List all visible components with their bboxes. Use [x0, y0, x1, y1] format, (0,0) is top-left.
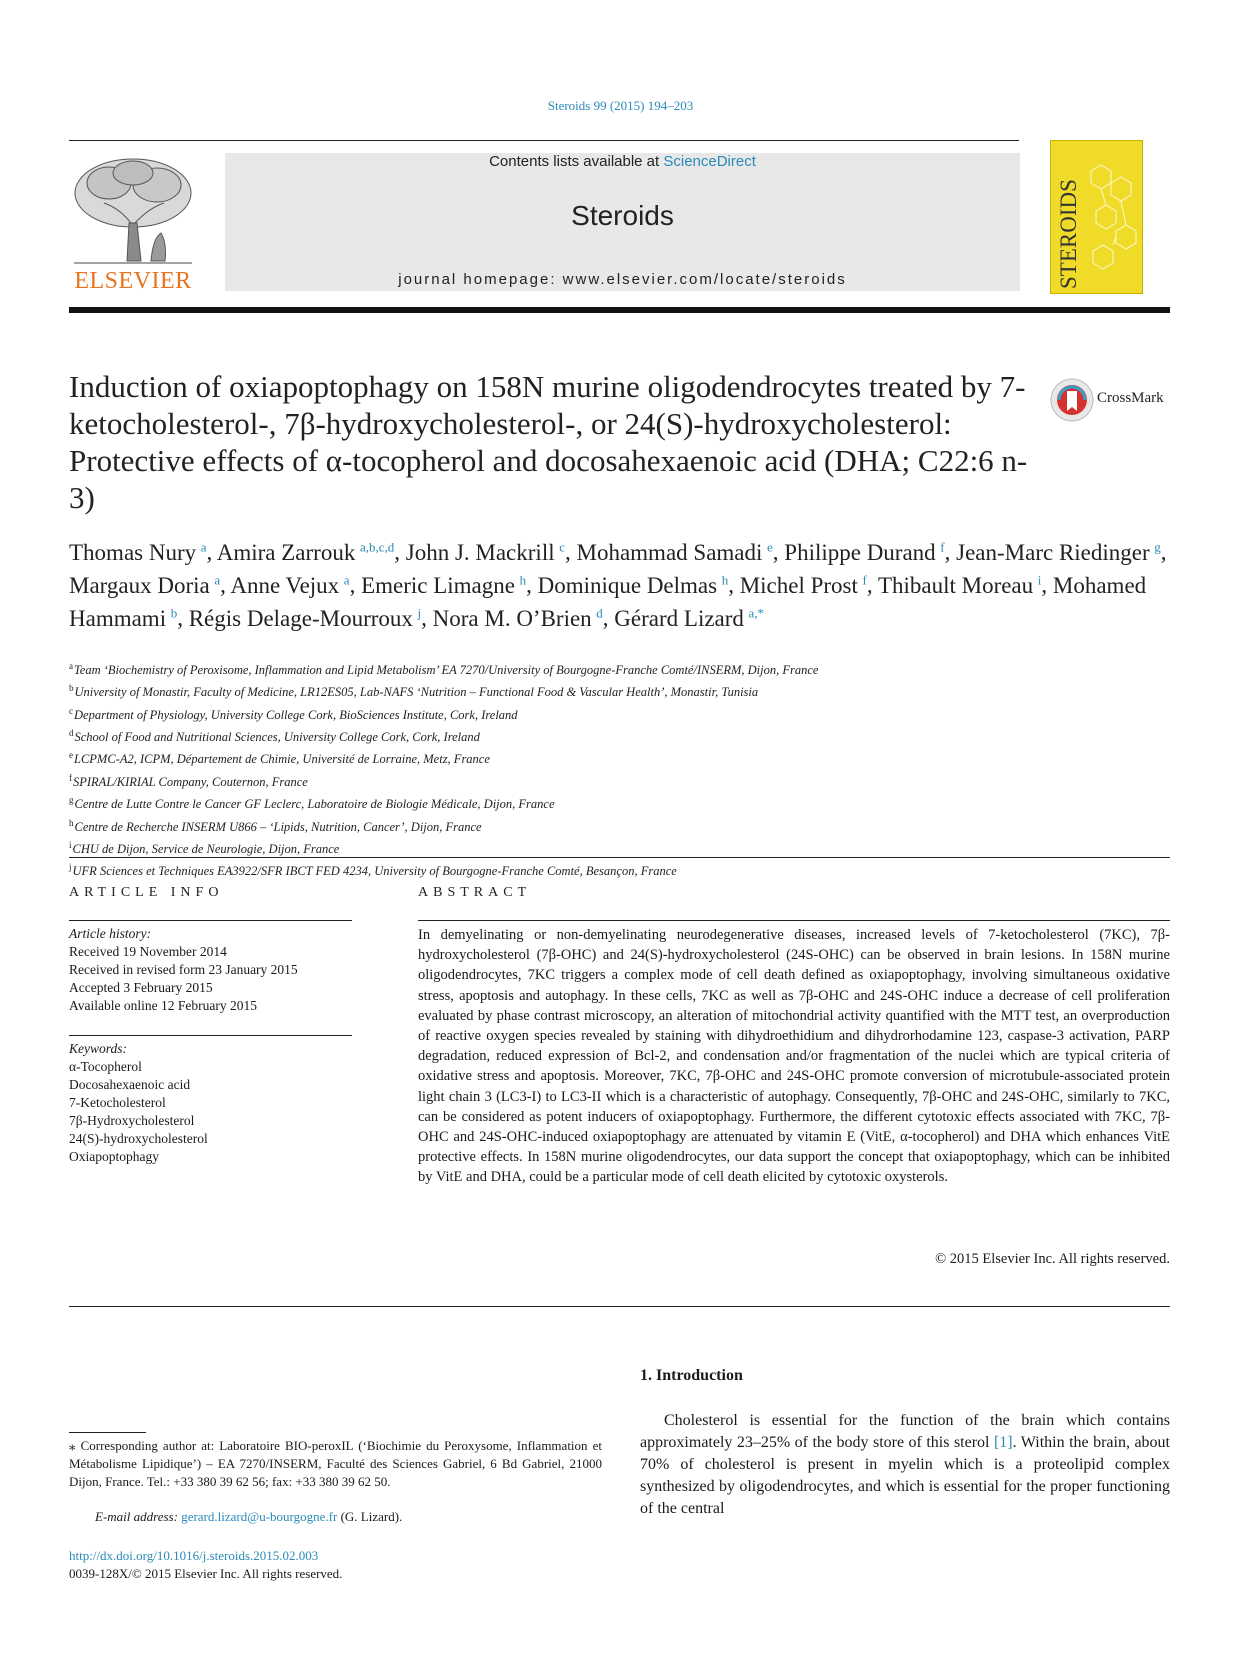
author: [433, 606, 603, 631]
author-name: Jean-Marc Riedinger: [956, 539, 1150, 565]
author-affiliation-marker[interactable]: i: [1037, 572, 1042, 588]
journal-cover[interactable]: [1050, 140, 1143, 294]
author: [878, 573, 1041, 598]
affiliation-text: LCPMC-A2, ICPM, Département de Chimie, Université de Lorraine, Metz, France: [74, 752, 490, 767]
affiliation-text: Team ‘Biochemistry of Peroxisome, Inflammation and Lipid Metabolism’ EA 7270/University of Bourgogne-Franche Comté/INSERM, Dijon, France: [74, 663, 819, 678]
contents-prefix: Contents lists available at: [489, 153, 664, 170]
crossmark-label: CrossMark: [1097, 390, 1164, 406]
keywords-label: Keywords:: [69, 1041, 127, 1056]
keyword-item: Docosahexaenoic acid: [69, 1077, 191, 1092]
author-name: Anne Vejux: [230, 572, 340, 598]
author-name: Margaux Doria: [69, 572, 210, 598]
journal-reference[interactable]: Steroids 99 (2015) 194–203: [547, 98, 694, 113]
author-name: Gérard Lizard: [614, 605, 744, 631]
affiliations-rule: [69, 857, 1170, 858]
affiliation-text: School of Food and Nutritional Sciences, University College Cork, Cork, Ireland: [74, 730, 480, 745]
author: [361, 573, 526, 598]
author-name: Mohamed Hammami: [69, 572, 1147, 631]
keywords-block: [69, 1040, 352, 1166]
author-affiliation-marker[interactable]: j: [417, 605, 422, 621]
affiliation-key: j: [69, 862, 72, 873]
author: [69, 573, 220, 598]
keyword-item: Oxiapoptophagy: [69, 1149, 159, 1164]
author-name: Philippe Durand: [784, 539, 936, 565]
affiliation-item: [69, 836, 1169, 858]
author-name: Michel Prost: [739, 572, 858, 598]
elsevier-logo[interactable]: [69, 153, 197, 293]
crossmark-badge[interactable]: [1050, 378, 1170, 422]
affiliation-key: d: [69, 728, 74, 739]
author: [538, 573, 729, 598]
author-affiliation-marker[interactable]: a: [343, 572, 350, 588]
author: [406, 540, 565, 565]
author-affiliation-marker[interactable]: g: [1154, 539, 1161, 554]
author-affiliation-marker[interactable]: h: [721, 572, 729, 588]
footnote-rule: [69, 1432, 146, 1433]
article-history: [69, 925, 352, 1015]
author-affiliation-marker[interactable]: c: [559, 539, 565, 554]
keyword-item: α-Tocopherol: [69, 1059, 142, 1074]
author: [189, 606, 421, 631]
sciencedirect-link[interactable]: ScienceDirect: [663, 153, 756, 170]
affiliation-key: h: [69, 817, 74, 828]
email-suffix: (G. Lizard).: [337, 1509, 403, 1524]
abstract-copyright: © 2015 Elsevier Inc. All rights reserved.: [935, 1251, 1170, 1267]
author-name: Mohammad Samadi: [576, 539, 763, 565]
issn-line: 0039-128X/© 2015 Elsevier Inc. All rights reserved.: [69, 1566, 343, 1581]
affiliation-text: University of Monastir, Faculty of Medicine, LR12ES05, Lab-NAFS ‘Nutrition – Functional Food & Vascular Health’, Monastir, Tunisia: [74, 685, 759, 700]
abstract-bottom-rule: [69, 1306, 1170, 1307]
author-affiliation-marker[interactable]: a: [214, 572, 221, 588]
email-label: E-mail address:: [95, 1509, 182, 1524]
author: [784, 540, 944, 565]
abstract-heading: ABSTRACT: [418, 885, 532, 900]
intro-text-part: Cholesterol is essential for the function of the brain which contains approximately 23–25% of the body store of this sterol: [640, 1412, 1170, 1451]
affiliation-item: [69, 679, 1169, 701]
affiliation-text: Centre de Lutte Contre le Cancer GF Leclerc, Laboratoire de Biologie Médicale, Dijon, France: [74, 797, 555, 812]
history-online: Available online 12 February 2015: [69, 998, 257, 1013]
affiliation-key: f: [69, 772, 72, 783]
affiliation-item: [69, 769, 1169, 791]
affiliation-text: Department of Physiology, University College Cork, BioSciences Institute, Cork, Ireland: [74, 707, 518, 722]
author-name: Emeric Limagne: [361, 572, 515, 598]
abstract-rule: [418, 920, 1170, 921]
header-thick-rule: [69, 307, 1170, 313]
author-affiliation-marker[interactable]: e: [767, 539, 773, 554]
elsevier-tree-icon: [69, 153, 197, 268]
affiliation-item: [69, 791, 1169, 813]
doi-link[interactable]: http://dx.doi.org/10.1016/j.steroids.2015.02.003: [69, 1548, 319, 1563]
author-affiliation-marker[interactable]: f: [940, 539, 945, 554]
affiliation-key: b: [69, 683, 74, 694]
affiliation-key: g: [69, 795, 74, 806]
author-affiliation-marker[interactable]: a,*: [748, 605, 765, 621]
affiliation-list: [69, 657, 1169, 881]
affiliation-text: UFR Sciences et Techniques EA3922/SFR IBCT FED 4234, University of Bourgogne-Franche Comté, Besançon, France: [72, 864, 677, 879]
keyword-item: 7β-Hydroxycholesterol: [69, 1113, 195, 1128]
author-name: Nora M. O’Brien: [432, 605, 592, 631]
intro-text-part: . Within the brain, about 70% of cholesterol is present in myelin which is a proteolipid complex synthesized by oligodendrocytes, and which is essential for the proper functioning of the central: [640, 1433, 1170, 1517]
keywords-rule: [69, 1035, 352, 1036]
author-affiliation-marker[interactable]: d: [596, 605, 603, 621]
journal-masthead: [225, 153, 1020, 291]
journal-name: Steroids: [571, 200, 674, 231]
affiliation-item: [69, 814, 1169, 836]
author-name: Thomas Nury: [69, 539, 197, 565]
author-name: John J. Mackrill: [405, 539, 555, 565]
abstract-text: In demyelinating or non-demyelinating neurodegenerative diseases, increased levels of 7-ketocholesterol (7KC), 7β-hydroxycholesterol (7β-OHC) and 24(S)-hydroxycholesterol (24S-OHC) can be observed in brain lesions. In 158N murine oligodendrocytes, 7KC triggers a complex mode of cell death defined as oxiapoptophagy, involving simultaneous oxidative stress, apoptosis and autophagy. In these cells, 7KC as well as 7β-OHC and 24S-OHC induce a decrease of cell proliferation evaluated by phase contrast microscopy, an alteration of mitochondrial activity quantified with the MTT test, an overproduction of reactive oxygen species revealed by staining with dihydroethidium and dihydrorhodamine 123, caspase-3 activation, PARP degradation, reduced expression of Bcl-2, and condensation and/or fragmentation of the nuclei which are typical criteria of oxidative stress and apoptosis. Moreover, 7KC, 7β-OHC and 24S-OHC promote conversion of microtubule-associated protein light chain 3 (LC3-I) to LC3-II which is a characteristic of autophagy. Consequently, 7β-OHC and 24S-OHC, similarly to 7KC, can be considered as potent inducers of oxiapoptophagy. Furthermore, the different cytotoxic effects associated with 7KC, 7β-OHC and 24S-OHC-induced oxiapoptophagy are attenuated by vitamin E (VitE, α-tocopherol) and DHA which enhances VitE protective effects. In 158N murine oligodendrocytes, our data support the concept that oxiapoptophagy, which can be inhibited by VitE and DHA, could be a particular mode of cell death elicited by cytotoxic oxysterols.: [418, 927, 1170, 1186]
contents-line: [225, 153, 1020, 170]
cover-title: STEROIDS: [1056, 179, 1081, 289]
affiliation-key: i: [69, 839, 72, 850]
journal-homepage[interactable]: journal homepage: www.elsevier.com/locate/steroids: [398, 271, 847, 288]
article-info-heading: ARTICLE INFO: [69, 885, 224, 900]
author-affiliation-marker[interactable]: a,b,c,d: [359, 539, 395, 554]
top-rule: [69, 140, 1019, 141]
author: [69, 540, 207, 565]
author-name: Dominique Delmas: [537, 572, 718, 598]
history-revised: Received in revised form 23 January 2015: [69, 962, 298, 977]
author-name: Thibault Moreau: [877, 572, 1034, 598]
email-line: [69, 1509, 602, 1525]
affiliation-item: [69, 702, 1169, 724]
affiliation-key: a: [69, 661, 73, 671]
affiliation-key: c: [69, 705, 73, 716]
author: [577, 540, 773, 565]
author-affiliation-marker[interactable]: a: [200, 539, 207, 554]
affiliation-item: [69, 858, 1169, 880]
history-accepted: Accepted 3 February 2015: [69, 980, 213, 995]
corresponding-author-footnote: ⁎ Corresponding author at: Laboratoire BIO-peroxIL (‘Biochimie du Peroxysome, Inflammation et Métabolisme Lipidique’) – EA 7270/INSERM, Faculté des Sciences Gabriel, 6 Bd Gabriel, 21000 Dijon, France. Tel.: +33 380 39 62 56; fax: +33 380 39 62 50.: [69, 1438, 602, 1489]
crossmark-icon: [1050, 378, 1094, 422]
author: [230, 573, 349, 598]
introduction-text: [640, 1410, 1170, 1520]
author-name: Régis Delage-Mourroux: [188, 605, 413, 631]
publisher-wordmark: ELSEVIER: [74, 268, 192, 294]
author-affiliation-marker[interactable]: h: [519, 572, 527, 588]
affiliation-text: CHU de Dijon, Service de Neurologie, Dijon, France: [72, 842, 340, 857]
author-affiliation-marker[interactable]: b: [170, 605, 178, 621]
author: [614, 606, 764, 631]
affiliation-text: Centre de Recherche INSERM U866 – ‘Lipids, Nutrition, Cancer’, Dijon, France: [74, 819, 482, 834]
introduction-heading: 1. Introduction: [640, 1367, 743, 1384]
affiliation-item: [69, 724, 1169, 746]
history-received: Received 19 November 2014: [69, 944, 227, 959]
keyword-item: 24(S)-hydroxycholesterol: [69, 1131, 208, 1146]
history-label: Article history:: [69, 926, 152, 941]
author-affiliation-marker[interactable]: f: [862, 572, 867, 588]
author: [740, 573, 867, 598]
author-name: Amira Zarrouk: [216, 539, 356, 565]
article-title: Induction of oxiapoptophagy on 158N murine oligodendrocytes treated by 7-ketocholesterol-, 7β-hydroxycholesterol-, or 24(S)-hydroxycholesterol: Protective effects of α-tocopherol and docosahexaenoic acid (DHA; C22:6 n-3): [69, 369, 1028, 515]
affiliation-key: e: [69, 750, 73, 761]
email-link[interactable]: gerard.lizard@u-bourgogne.fr: [181, 1509, 338, 1524]
affiliation-text: SPIRAL/KIRIAL Company, Couternon, France: [73, 774, 308, 789]
reference-link[interactable]: [1]: [993, 1433, 1013, 1451]
author: [217, 540, 395, 565]
affiliation-item: [69, 657, 1169, 679]
keyword-item: 7-Ketocholesterol: [69, 1095, 166, 1110]
article-info-rule: [69, 920, 352, 921]
author-list: Thomas Nury $^a$, Amira Zarrouk $^{a,b,c,d}$, John J. Mackrill $^c$, Mohammad Samadi $^e$, Philippe Durand $^f$, Jean-Marc Riedinger $^g$, Margaux Doria $^a$, Anne Vejux $^a$, Emeric Limagne $^h$, Dominique Delmas $^h$, Michel Prost $^f$, Thibault Moreau $^i$, Mohamed Hammami $^b$, Régis Delage-Mourroux $^j$, Nora M. O’Brien $^d$, Gérard Lizard $^{a,*}$: [69, 539, 1167, 631]
affiliation-item: [69, 746, 1169, 768]
author: [956, 540, 1161, 565]
